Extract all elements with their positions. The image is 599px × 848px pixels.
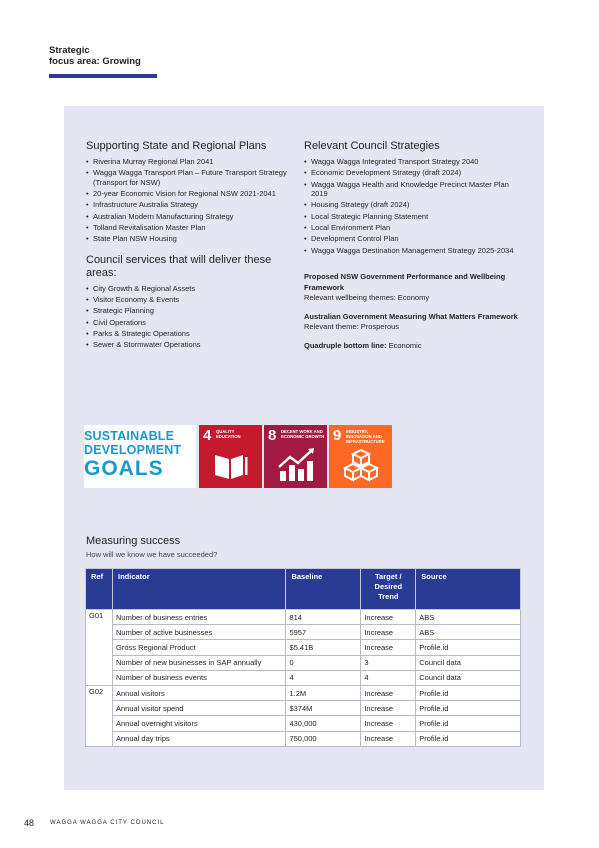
sdg-tile-number: 9 bbox=[333, 427, 342, 444]
list-item: • Wagga Wagga Destination Management Strategy 2025-2034 bbox=[304, 246, 519, 256]
list-item: • Australian Modern Manufacturing Strategy bbox=[86, 212, 291, 222]
section-label bbox=[49, 46, 141, 67]
target-cell: 3 bbox=[361, 655, 416, 670]
measuring-title: Measuring success bbox=[86, 535, 181, 547]
baseline-cell: $374M bbox=[286, 701, 361, 716]
source-cell: Profile.id bbox=[416, 701, 521, 716]
target-cell: Increase bbox=[361, 625, 416, 640]
list-item: • State Plan NSW Housing bbox=[86, 234, 291, 244]
target-cell: Increase bbox=[361, 731, 416, 746]
sdg-tile-label: DECENT WORK AND ECONOMIC GROWTH bbox=[281, 429, 325, 439]
list-item: • Wagga Wagga Integrated Transport Strategy 2040 bbox=[304, 157, 519, 167]
sdg-tile-label: QUALITY EDUCATION bbox=[216, 429, 241, 439]
quadruple-bottom-line bbox=[304, 341, 519, 352]
aus-framework-text: Relevant theme: Prosperous bbox=[304, 322, 400, 332]
list-item: • Local Environment Plan bbox=[304, 223, 519, 233]
growth-chart-icon bbox=[276, 447, 316, 483]
list-item: • Wagga Wagga Health and Knowledge Precinct Master Plan 2019 bbox=[304, 180, 519, 199]
indicator-cell: Gross Regional Product bbox=[112, 640, 285, 655]
list-item: • Visitor Economy & Events bbox=[86, 295, 291, 305]
sdg-tile-8 bbox=[264, 425, 327, 488]
sdg-tile-label: INDUSTRY, INNOVATION AND INFRASTRUCTURE bbox=[346, 429, 385, 444]
book-icon bbox=[213, 449, 249, 481]
target-cell: Increase bbox=[361, 640, 416, 655]
list-item: • Sewer & Stormwater Operations bbox=[86, 340, 291, 350]
page-number: 48 bbox=[24, 818, 35, 828]
ref-cell: G01 bbox=[86, 610, 113, 686]
sdg-logo-line1: SUSTAINABLE bbox=[84, 429, 175, 443]
measuring-subtitle: How will we know we have succeeded? bbox=[86, 550, 218, 559]
sdg-logo-line2: DEVELOPMENT bbox=[84, 443, 182, 457]
table-row bbox=[86, 731, 521, 746]
column-header: Ref bbox=[86, 569, 113, 610]
sdg-tile-number: 8 bbox=[268, 427, 277, 444]
services-list bbox=[86, 284, 291, 350]
column-header: Target / Desired Trend bbox=[361, 569, 416, 610]
baseline-cell: 750,000 bbox=[286, 731, 361, 746]
source-cell: Council data bbox=[416, 655, 521, 670]
baseline-cell: 5957 bbox=[286, 625, 361, 640]
list-item: • Parks & Strategic Operations bbox=[86, 329, 291, 339]
list-item: • Economic Development Strategy (draft 2024) bbox=[304, 168, 519, 178]
table-row bbox=[86, 610, 521, 625]
baseline-cell: 814 bbox=[286, 610, 361, 625]
cubes-icon bbox=[343, 447, 379, 483]
strategies-heading: Relevant Council Strategies bbox=[304, 140, 440, 152]
indicator-cell: Annual visitor spend bbox=[112, 701, 285, 716]
indicator-cell: Annual day trips bbox=[112, 731, 285, 746]
target-cell: Increase bbox=[361, 685, 416, 700]
ref-cell: G02 bbox=[86, 685, 113, 746]
nsw-framework-text: Relevant wellbeing themes: Economy bbox=[304, 293, 430, 303]
table-header-row bbox=[86, 569, 521, 610]
baseline-cell: 430,000 bbox=[286, 716, 361, 731]
sdg-logo-line3: GOALS bbox=[84, 457, 164, 480]
source-cell: Council data bbox=[416, 670, 521, 685]
source-cell: ABS bbox=[416, 625, 521, 640]
source-cell: Profile.id bbox=[416, 640, 521, 655]
list-item: • City Growth & Regional Assets bbox=[86, 284, 291, 294]
table-row bbox=[86, 640, 521, 655]
column-header: Source bbox=[416, 569, 521, 610]
sdg-tile-9 bbox=[329, 425, 392, 488]
list-item: • Housing Strategy (draft 2024) bbox=[304, 200, 519, 210]
column-header: Baseline bbox=[286, 569, 361, 610]
indicator-cell: Number of new businesses in SAP annually bbox=[112, 655, 285, 670]
table-row bbox=[86, 685, 521, 700]
baseline-cell: 0 bbox=[286, 655, 361, 670]
section-accent-bar bbox=[49, 74, 157, 78]
sdg-logo bbox=[84, 425, 196, 488]
indicator-cell: Number of active businesses bbox=[112, 625, 285, 640]
list-item: • 20-year Economic Vision for Regional NSW 2021-2041 bbox=[86, 189, 291, 199]
right-column bbox=[304, 140, 519, 351]
section-label-line1: Strategic bbox=[49, 45, 90, 56]
target-cell: 4 bbox=[361, 670, 416, 685]
services-heading: Council services that will deliver these areas: bbox=[86, 253, 272, 279]
strategies-list bbox=[304, 157, 519, 255]
list-item: • Development Control Plan bbox=[304, 234, 519, 244]
baseline-cell: 1.2M bbox=[286, 685, 361, 700]
column-header: Indicator bbox=[112, 569, 285, 610]
table-row bbox=[86, 701, 521, 716]
source-cell: Profile.id bbox=[416, 731, 521, 746]
qbl-label: Quadruple bottom line: bbox=[304, 340, 387, 350]
target-cell: Increase bbox=[361, 716, 416, 731]
list-item: • Strategic Planning bbox=[86, 306, 291, 316]
source-cell: Profile.id bbox=[416, 716, 521, 731]
left-column bbox=[86, 140, 291, 352]
measures-table bbox=[85, 568, 521, 747]
sdg-tile-number: 4 bbox=[203, 427, 212, 444]
sdg-tile-4 bbox=[199, 425, 262, 488]
list-item: • Local Strategic Planning Statement bbox=[304, 212, 519, 222]
target-cell: Increase bbox=[361, 701, 416, 716]
indicator-cell: Number of business events bbox=[112, 670, 285, 685]
list-item: • Civil Operations bbox=[86, 318, 291, 328]
table-row bbox=[86, 625, 521, 640]
list-item: • Riverina Murray Regional Plan 2041 bbox=[86, 157, 291, 167]
table-row bbox=[86, 716, 521, 731]
indicator-cell: Annual overnight visitors bbox=[112, 716, 285, 731]
plans-heading: Supporting State and Regional Plans bbox=[86, 140, 267, 152]
source-cell: Profile.id bbox=[416, 685, 521, 700]
plans-list bbox=[86, 157, 291, 244]
list-item: • Wagga Wagga Transport Plan – Future Transport Strategy (Transport for NSW) bbox=[86, 168, 291, 187]
indicator-cell: Number of business entries bbox=[112, 610, 285, 625]
list-item: • Infrastructure Australia Strategy bbox=[86, 200, 291, 210]
qbl-value: Economic bbox=[388, 340, 422, 350]
nsw-framework-heading: Proposed NSW Government Performance and Wellbeing Framework bbox=[304, 272, 506, 292]
baseline-cell: $5.41B bbox=[286, 640, 361, 655]
table-row bbox=[86, 655, 521, 670]
baseline-cell: 4 bbox=[286, 670, 361, 685]
source-cell: ABS bbox=[416, 610, 521, 625]
aus-framework-heading: Australian Government Measuring What Matters Framework bbox=[304, 311, 518, 321]
indicator-cell: Annual visitors bbox=[112, 685, 285, 700]
table-row bbox=[86, 670, 521, 685]
list-item: • Tolland Revitalisation Master Plan bbox=[86, 223, 291, 233]
section-label-line2: focus area: Growing bbox=[49, 55, 141, 67]
footer-organisation: WAGGA WAGGA CITY COUNCIL bbox=[50, 820, 165, 826]
target-cell: Increase bbox=[361, 610, 416, 625]
